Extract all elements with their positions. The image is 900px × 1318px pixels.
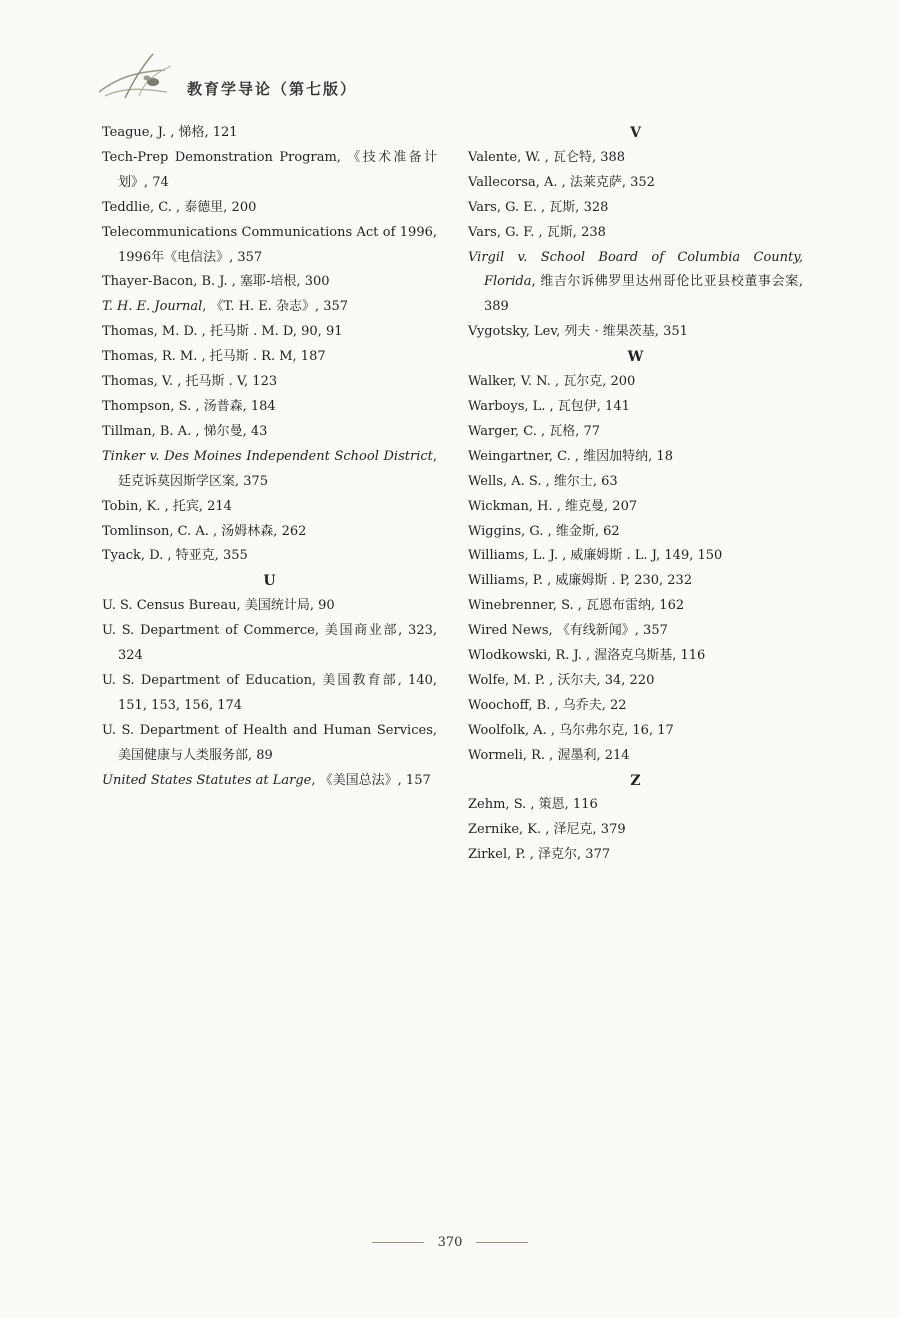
index-entry-text: Wlodkowski, R. J. , 渥洛克乌斯基, 116 [468,648,706,664]
index-entry-text: Winebrenner, S. , 瓦恩布雷纳, 162 [468,598,685,614]
index-entry [468,619,803,644]
index-entry [102,445,437,495]
index-entry [468,470,803,495]
index-entry-text: Weingartner, C. , 维因加特纳, 18 [468,448,673,464]
index-entry-text: Vallecorsa, A. , 法莱克萨, 352 [468,174,655,190]
index-entry [102,420,437,445]
index-entry [468,146,803,171]
index-entry [102,395,437,420]
index-entry [102,594,437,619]
index-entry [468,196,803,221]
index-entry-text: U. S. Department of Commerce, 美国商业部, 323, 324 [102,623,437,664]
index-entry [102,544,437,569]
index-entry-text: Thompson, S. , 汤普森, 184 [102,398,276,414]
index-entry [468,694,803,719]
index-entry-text: , 《T. H. E. 杂志》, 357 [202,299,349,315]
index-entry-text: Tyack, D. , 特亚克, 355 [102,548,248,564]
index-column-right [468,121,803,868]
index-entry [102,669,437,719]
index-entry-text: U. S. Department of Education, 美国教育部, 140, 151, 153, 156, 174 [102,672,437,713]
index-entry-text: Wolfe, M. P. , 沃尔夫, 34, 220 [468,672,655,688]
index-entry-text: Wickman, H. , 维克曼, 207 [468,498,638,514]
index-entry-text: Thomas, M. D. , 托马斯 . M. D, 90, 91 [102,324,343,340]
index-entry-text: Tomlinson, C. A. , 汤姆林森, 262 [102,523,307,539]
index-entry [468,719,803,744]
index-letter-heading: Z [630,772,641,789]
index-entry [102,719,437,769]
index-entry [102,221,437,271]
index-entry [468,370,803,395]
index-entry-italic-title: Tinker v. Des Moines Independent School District [102,448,433,464]
index-entry-text: Walker, V. N. , 瓦尔克, 200 [468,374,636,390]
index-column-left [102,121,437,793]
index-entry-text: Tobin, K. , 托宾, 214 [102,498,232,514]
index-entry [102,146,437,196]
index-entry-text: Zirkel, P. , 泽克尔, 377 [468,847,611,863]
index-entry [102,121,437,146]
index-entry [468,644,803,669]
index-entry-text: Valente, W. , 瓦仑特, 388 [468,149,626,165]
index-entry-text: , 《美国总法》, 157 [311,772,431,788]
index-entry [102,495,437,520]
index-entry-text: Tillman, B. A. , 悌尔曼, 43 [102,423,268,439]
index-entry-text: Warger, C. , 瓦格, 77 [468,423,601,439]
index-entry [468,843,803,868]
book-title: 教育学导论（第七版） [187,80,358,98]
index-entry-text: Vars, G. F. , 瓦斯, 238 [468,224,606,240]
orchid-brush-painting-icon [95,48,175,104]
index-entry-italic-title: United States Statutes at Large [102,772,312,788]
index-entry [468,544,803,569]
index-entry [102,769,437,794]
index-entry-text: Telecommunications Communications Act of 1996, 1996年《电信法》, 357 [102,224,437,265]
index-entry-text: Thomas, V. , 托马斯 . V, 123 [102,374,278,390]
index-entry-text: Williams, L. J. , 威廉姆斯 . L. J, 149, 150 [468,548,723,564]
index-entry-text: , 维吉尔诉佛罗里达州哥伦比亚县校董事会案, 389 [484,274,803,315]
index-letter-heading: V [630,125,641,141]
index-entry [468,420,803,445]
index-entry [102,270,437,295]
index-entry [468,594,803,619]
index-entry-text: Thomas, R. M. , 托马斯 . R. M, 187 [102,349,326,365]
index-entry-text: Thayer-Bacon, B. J. , 塞耶-培根, 300 [102,274,330,290]
index-entry-text: Williams, P. , 威廉姆斯 . P, 230, 232 [468,573,693,589]
index-entry [468,520,803,545]
index-entry [468,395,803,420]
index-entry-text: Wormeli, R. , 渥墨利, 214 [468,747,630,763]
footer-ornament-right [476,1242,528,1243]
index-entry [468,445,803,470]
index-entry [468,171,803,196]
index-entry-text: U. S. Department of Health and Human Services, 美国健康与人类服务部, 89 [102,722,437,763]
index-entry-italic-title: T. H. E. Journal [102,299,203,315]
index-entry-text: Zehm, S. , 策恩, 116 [468,797,598,813]
index-entry-text: Vygotsky, Lev, 列夫 · 维果茨基, 351 [468,324,688,340]
index-entry [102,619,437,669]
index-entry [102,320,437,345]
running-header [95,48,395,108]
page-footer [0,1232,900,1256]
index-entry [102,295,437,320]
index-entry-text: , 廷克诉莫因斯学区案, 375 [118,448,437,489]
index-entry [102,370,437,395]
index-entry-text: Teddlie, C. , 泰德里, 200 [102,199,257,215]
index-entry-text: Wiggins, G. , 维金斯, 62 [468,523,620,539]
page-number: 370 [437,1235,463,1250]
index-entry [468,669,803,694]
index-entry [468,320,803,345]
index-entry [102,345,437,370]
index-letter-heading: W [627,349,644,366]
index-entry-text: Vars, G. E. , 瓦斯, 328 [468,199,609,215]
index-entry-text: Woochoff, B. , 乌乔夫, 22 [468,697,627,713]
index-entry-text: Wells, A. S. , 维尔士, 63 [468,473,618,489]
index-entry [102,196,437,221]
index-entry-text: Teague, J. , 悌格, 121 [102,125,238,140]
index-entry [468,221,803,246]
index-entry [468,744,803,769]
index-letter-heading: U [263,573,276,590]
index-entry [468,495,803,520]
index-entry-text: Warboys, L. , 瓦包伊, 141 [468,398,630,414]
index-entry-text: U. S. Census Bureau, 美国统计局, 90 [102,598,335,614]
index-entry-italic-title: Virgil v. School Board of Columbia County, Florida [468,249,803,290]
index-entry [468,818,803,843]
index-entry-text: Wired News, 《有线新闻》, 357 [468,623,668,639]
index-entry-text: Tech-Prep Demonstration Program, 《技术准备计划》, 74 [102,149,437,190]
index-entry [468,246,803,321]
index-entry [468,793,803,818]
index-entry-text: Woolfolk, A. , 乌尔弗尔克, 16, 17 [468,722,674,738]
index-entry [102,520,437,545]
footer-ornament-left [372,1242,424,1243]
index-entry [468,569,803,594]
index-entry-text: Zernike, K. , 泽尼克, 379 [468,822,626,838]
